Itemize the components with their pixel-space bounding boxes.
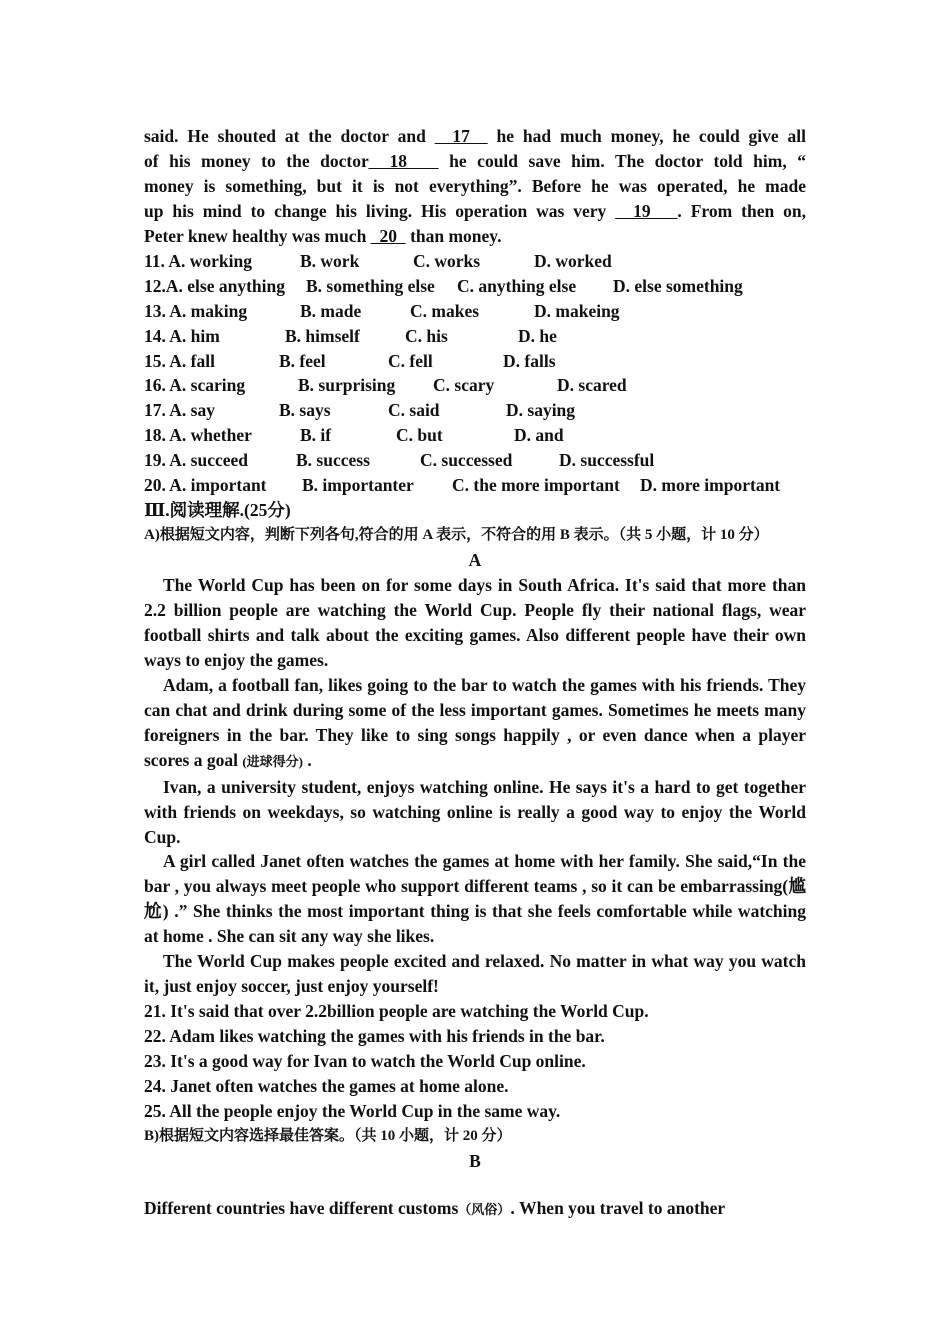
option-a: 12.A. else anything [144,275,285,296]
option-row-12 [144,274,806,299]
option-a: 13. A. making [144,300,248,321]
passage-paragraph: Ivan, a university student, enjoys watching online. He says it's a hard to get together with friends on weekdays, so watching online is really a good way to enjoy the World Cup. [144,776,806,847]
option-a: 16. A. scaring [144,375,246,396]
cloze-line [144,149,806,174]
cloze-line [144,224,806,249]
option-b: B. something else [306,275,435,296]
option-row-19 [144,448,806,473]
option-b: B. importanter [302,475,414,496]
option-b: B. made [300,300,362,321]
cloze-text: he had much money, he could give all [487,126,807,146]
option-b: B. feel [279,350,326,371]
passage-a-label: A [468,550,482,571]
option-a: 18. A. whether [144,425,252,446]
cloze-line [144,199,806,224]
cloze-line [144,124,806,149]
option-b: B. work [300,250,360,271]
option-b: B. success [296,450,370,471]
option-d: D. and [514,425,564,446]
cloze-text: said. He shouted at the doctor and [144,126,435,146]
passage-b-first-line [144,1196,806,1223]
option-d: D. else something [613,275,743,296]
passage-paragraph: The World Cup has been on for some days in South Africa. It's said that more than 2.2 billion people are watching the World Cup. People fly their national flags, wear football shirts and talk about the exciting games. Also different people have their own ways to enjoy the games. [144,575,806,670]
spacer [144,1174,806,1196]
option-d: D. falls [503,350,556,371]
option-c: C. his [405,325,448,346]
option-c: C. works [413,250,481,271]
option-a: 20. A. important [144,475,267,496]
option-b: B. surprising [298,375,396,396]
option-c: C. but [396,425,443,446]
statement-item: 24. Janet often watches the games at home alone. [144,1076,509,1097]
option-row-17 [144,398,806,423]
option-a: 19. A. succeed [144,450,249,471]
option-row-18 [144,423,806,448]
option-row-15 [144,349,806,374]
option-d: D. makeing [534,300,620,321]
options-list [144,249,806,498]
option-c: C. fell [388,350,433,371]
document-page [144,124,806,1223]
part-b-instruction: B)根据短文内容选择最佳答案。（共 10 小题，计 20 分） [144,1127,512,1144]
option-c: C. successed [420,450,513,471]
paragraph-text: Different countries have different customs [144,1197,459,1218]
paragraph-text: . [303,749,312,770]
statement-item: 21. It's said that over 2.2billion people are watching the World Cup. [144,1001,649,1022]
blank-18: 18 [368,150,439,171]
option-a: 15. A. fall [144,350,215,371]
option-d: D. successful [559,450,655,471]
gloss-note: (进球得分) [242,753,304,769]
passage-paragraph: The World Cup makes people excited and relaxed. No matter in what way you watch it, just enjoy soccer, just enjoy yourself! [144,951,806,997]
option-d: D. more important [640,475,781,496]
option-c: C. the more important [452,475,620,496]
blank-19: 19 [615,200,678,221]
statement-item: 22. Adam likes watching the games with his friends in the bar. [144,1026,605,1047]
option-row-11 [144,249,806,274]
passage-b-label: B [469,1150,481,1171]
cloze-text: than money. [405,225,502,246]
option-a: 14. A. him [144,325,220,346]
blank-20: 20 [370,225,406,246]
option-row-16 [144,373,806,398]
option-a: 17. A. say [144,400,215,421]
paragraph-text: . When you travel to another [510,1197,726,1218]
option-b: B. says [279,400,331,421]
blank-17: 17 [434,126,488,146]
passage-a [144,573,806,999]
section-heading: Ⅲ.阅读理解.(25分) [144,500,291,521]
statement-item: 23. It's a good way for Ivan to watch the World Cup online. [144,1051,586,1072]
statement-list [144,999,806,1124]
option-c: C. makes [410,300,480,321]
option-d: D. scared [557,375,627,396]
part-a-instruction: A)根据短文内容，判断下列各句,符合的用 A 表示，不符合的用 B 表示。（共 5 小题，计 10 分） [144,527,769,544]
cloze-text: of his money to the doctor [144,150,369,171]
option-row-13 [144,299,806,324]
gloss-note: （风俗） [458,1201,511,1217]
cloze-text: he could save him. The doctor told him, “ [438,150,807,171]
option-row-14 [144,324,806,349]
paragraph-text: Adam, a football fan, likes going to the bar to watch the games with his friends. They can chat and drink during some of the less important games. Sometimes he meets many foreigners in the bar. They like to sing songs happily , or even dance when a player scores a goal [144,674,806,770]
option-c: C. anything else [457,275,577,296]
passage-paragraph: A girl called Janet often watches the games at home with her family. She said,“In the bar , you always meet people who support different teams , so it can be embarrassing(尴尬) .” She thinks the most important thing is that she feels comfortable while watching at home . She can sit any way she likes. [144,851,806,947]
option-b: B. himself [285,325,360,346]
cloze-text: Peter knew healthy was much [144,225,371,246]
option-a: 11. A. working [144,250,252,271]
cloze-line: money is something, but it is not everything”. Before he was operated, he made [144,175,806,196]
option-d: D. he [518,325,557,346]
cloze-text: up his mind to change his living. His operation was very [144,200,616,221]
option-d: D. saying [506,400,576,421]
passage-paragraph [144,673,806,775]
option-b: B. if [300,425,332,446]
option-d: D. worked [534,250,612,271]
option-c: C. scary [433,375,495,396]
option-row-20 [144,473,806,498]
cloze-text: . From then on, [677,200,806,221]
statement-item: 25. All the people enjoy the World Cup in the same way. [144,1101,561,1122]
option-c: C. said [388,400,440,421]
